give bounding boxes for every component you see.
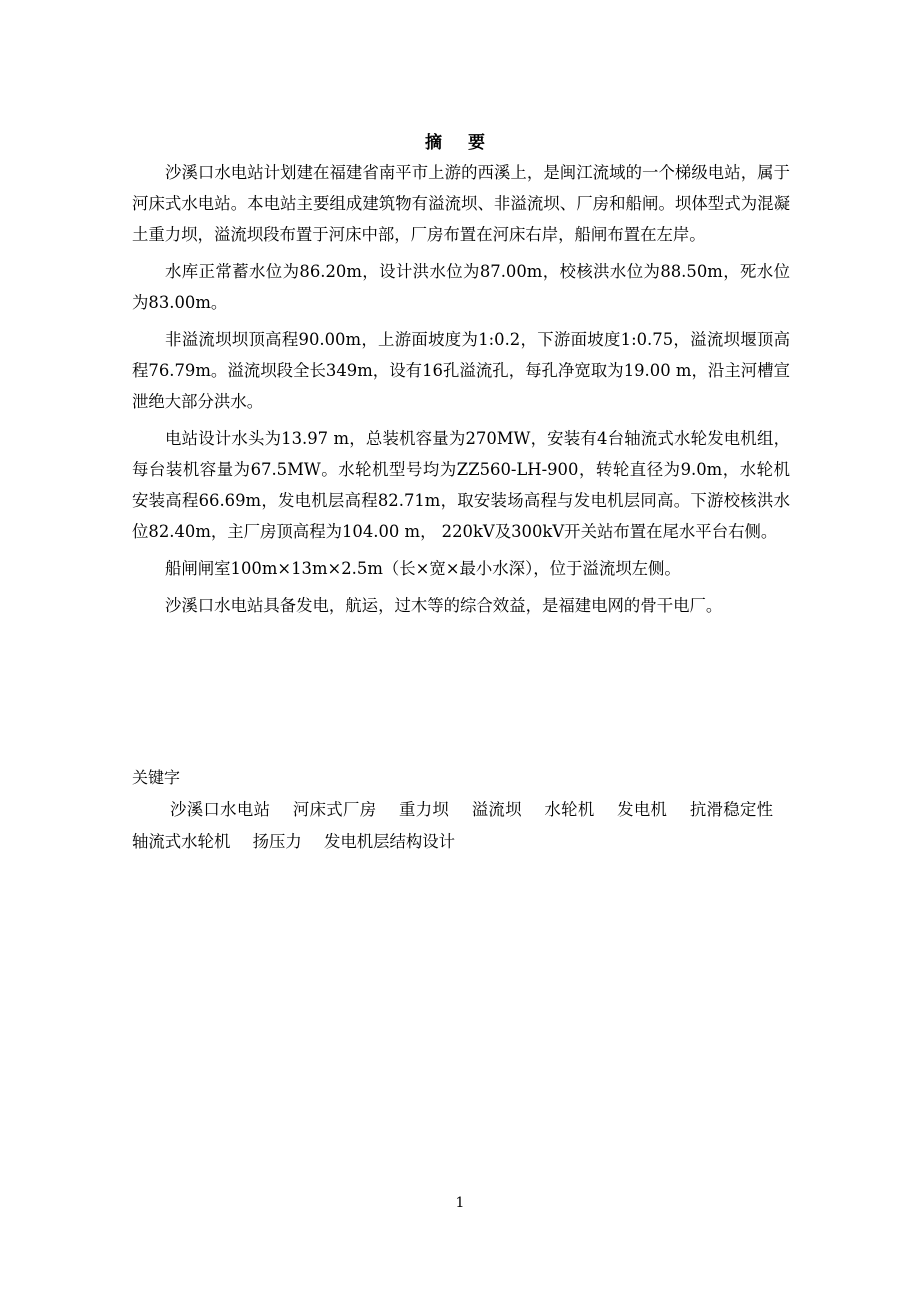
keyword-item: 发电机 (617, 800, 668, 819)
keyword-item: 水轮机 (544, 800, 595, 819)
abstract-paragraph-3: 非溢流坝坝顶高程90.00m，上游面坡度为1:0.2，下游面坡度1:0.75，溢流坝堰顶高程76.79m。溢流坝段全长349m，设有16孔溢流孔，每孔净宽取为19.00 m，沿主河槽宣泄绝大部分洪水。 (132, 330, 790, 411)
keywords-list (132, 794, 790, 858)
abstract-paragraph-4: 电站设计水头为13.97 m，总装机容量为270MW，安装有4台轴流式水轮发电机组，每台装机容量为67.5MW。水轮机型号均为ZZ560-LH-900，转轮直径为9.0m，水轮机安装高程66.69m，发电机层高程82.71m，取安装场高程与发电机层同高。下游校核洪水位82.40m，主厂房顶高程为104.00 m， 220kV及300kV开关站布置在尾水平台右侧。 (132, 429, 790, 541)
keyword-item: 轴流式水轮机 (132, 832, 231, 851)
keyword-item: 抗滑稳定性 (689, 800, 774, 819)
keyword-item: 发电机层结构设计 (323, 832, 456, 851)
abstract-paragraph-6: 沙溪口水电站具备发电，航运，过木等的综合效益，是福建电网的骨干电厂。 (165, 596, 723, 615)
keyword-item: 沙溪口水电站 (170, 800, 271, 819)
keyword-item: 溢流坝 (471, 800, 522, 819)
abstract-paragraph-1: 沙溪口水电站计划建在福建省南平市上游的西溪上，是闽江流域的一个梯级电站，属于河床式水电站。本电站主要组成建筑物有溢流坝、非溢流坝、厂房和船闸。坝体型式为混凝土重力坝，溢流坝段布置于河床中部，厂房布置在河床右岸，船闸布置在左岸。 (132, 163, 790, 244)
abstract-title: 摘 要 (425, 133, 495, 153)
abstract-paragraph-5: 船闸闸室100m×13m×2.5m（长×宽×最小水深），位于溢流坝左侧。 (165, 559, 681, 578)
page-number: 1 (455, 1195, 465, 1211)
abstract-paragraph-2: 水库正常蓄水位为86.20m，设计洪水位为87.00m，校核洪水位为88.50m，死水位为83.00m。 (132, 262, 790, 312)
keyword-item: 重力坝 (399, 800, 450, 819)
keywords-heading: 关键字 (132, 768, 181, 787)
abstract-body (132, 157, 790, 621)
keyword-item: 扬压力 (252, 832, 302, 851)
keyword-item: 河床式厂房 (292, 800, 377, 819)
